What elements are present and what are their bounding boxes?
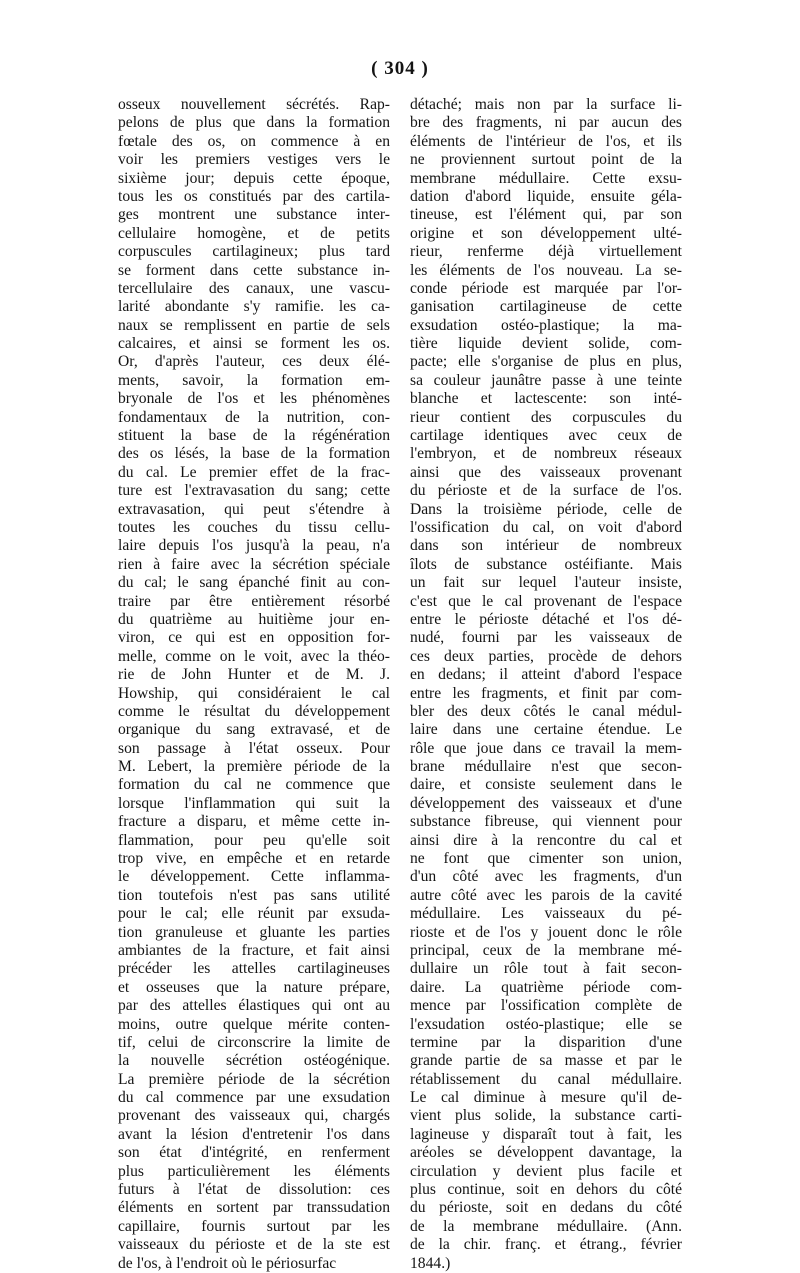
text-line: toutes les couches du tissu cellu- [118,518,390,536]
text-line: plus particulièrement les éléments [118,1162,390,1180]
text-line: précéder les attelles cartilagineuses [118,960,390,978]
text-line: blanche et lactescente: son inté- [410,390,682,408]
text-line: melle, comme on le voit, avec la théo- [118,647,390,665]
text-line: dullaire un rôle tout à fait secon- [410,960,682,978]
text-line: vient plus solide, la substance carti- [410,1107,682,1125]
text-line: bre des fragments, ni par aucun des [410,114,682,132]
text-line: corpuscules cartilagineux; plus tard [118,243,390,261]
text-line: trop vive, en empêche et en retarde [118,850,390,868]
text-line: origine et son développement ulté- [410,224,682,242]
text-line: ainsi que des vaisseaux provenant [410,463,682,481]
text-line: développement des vaisseaux et d'une [410,794,682,812]
text-line: pour le cal; elle réunit par exsuda- [118,905,390,923]
text-line: détaché; mais non par la surface li- [410,96,682,113]
text-line: vaisseaux du périoste et de la ste est [118,1236,390,1254]
text-line: médullaire. Les vaisseaux du pé- [410,905,682,923]
text-line: viron, ce qui est en opposition for- [118,629,390,647]
text-line: comme le résultat du développement [118,702,390,720]
text-line: larité abondante s'y ramifie. les ca- [118,298,390,316]
text-line: Dans la troisième période, celle de [410,500,682,518]
text-line: organique du sang extravasé, et de [118,721,390,739]
text-line: brane médullaire n'est que secon- [410,758,682,776]
text-line: tion toutefois n'est pas sans utilité [118,886,390,904]
text-line: rieur contient des corpuscules du [410,408,682,426]
right-column [410,96,682,1273]
text-line: pacte; elle s'organise de plus en plus, [410,353,682,371]
text-line: îlots de substance ostéifiante. Mais [410,555,682,573]
text-line: ne proviennent surtout point de la [410,151,682,169]
text-line: cartilage identiques avec ceux de [410,427,682,445]
text-line: principal, ceux de la membrane mé- [410,941,682,959]
text-line: fondamentaux de la nutrition, con- [118,408,390,426]
text-line: les éléments de l'os nouveau. La se- [410,261,682,279]
text-line: son passage à l'état osseux. Pour [118,739,390,757]
text-line: conde période est marquée par l'or- [410,279,682,297]
text-line: rioste et de l'os y jouent donc le rôle [410,923,682,941]
text-line: ganisation cartilagineuse de cette [410,298,682,316]
text-line: Howship, qui considéraient le cal [118,684,390,702]
text-line: en dedans; il atteint d'abord l'espace [410,666,682,684]
text-line: extravasation, qui peut s'étendre à [118,500,390,518]
text-line: ture est l'extravasation du sang; cette [118,482,390,500]
text-line: l'exsudation ostéo-plastique; elle se [410,1015,682,1033]
text-line: lorsque l'inflammation qui suit la [118,794,390,812]
text-line: ges montrent une substance inter- [118,206,390,224]
text-line: la nouvelle sécrétion ostéogénique. [118,1052,390,1070]
text-line: Or, d'après l'auteur, ces deux élé- [118,353,390,371]
text-line: fœtale des os, on commence à en [118,132,390,150]
text-line: laire dans une certaine étendue. Le [410,721,682,739]
text-line: rie de John Hunter et de M. J. [118,666,390,684]
text-line: cellulaire homogène, et de petits [118,224,390,242]
text-line: osseux nouvellement sécrétés. Rap- [118,96,390,113]
text-line: entre le périoste détaché et l'os dé- [410,610,682,628]
text-line: voir les premiers vestiges vers le [118,151,390,169]
text-line: nudé, fourni par les vaisseaux de [410,629,682,647]
text-line: de la membrane médullaire. (Ann. [410,1217,682,1235]
text-line: du périoste et de la surface de l'os. [410,482,682,500]
text-line: ambiantes de la fracture, et fait ainsi [118,941,390,959]
text-line: tineuse, est l'élément qui, par son [410,206,682,224]
text-line: entre les fragments, et finit par com- [410,684,682,702]
text-line: M. Lebert, la première période de la [118,758,390,776]
text-line: de l'os, à l'endroit où le périosurfac [118,1254,337,1272]
text-line: son état d'intégrité, en renferment [118,1144,390,1162]
text-line: daire, et consiste seulement dans le [410,776,682,794]
text-line: de la chir. franç. et étrang., février [410,1236,682,1254]
text-line: mence par l'ossification complète de [410,997,682,1015]
text-line: rien à faire avec la sécrétion spéciale [118,555,390,573]
text-line: futurs à l'état de dissolution: ces [118,1181,390,1199]
text-line: du cal. Le premier effet de la frac- [118,463,390,481]
text-line: l'embryon, et de nombreux réseaux [410,445,682,463]
text-line: un fait sur lequel l'auteur insiste, [410,574,682,592]
text-line: stituent la base de la régénération [118,427,390,445]
text-line: daire. La quatrième période com- [410,978,682,996]
text-line: rôle que joue dans ce travail la mem- [410,739,682,757]
text-line: tercellulaire des canaux, une vascu- [118,279,390,297]
text-line: tière liquide devient solide, com- [410,335,682,353]
text-line: grande partie de sa masse et par le [410,1052,682,1070]
text-line: dans son intérieur de nombreux [410,537,682,555]
text-line: naux se remplissent en partie de sels [118,316,390,334]
text-line: formation du cal ne commence que [118,776,390,794]
left-column [118,96,390,1273]
text-line: du périoste, soit en dedans du côté [410,1199,682,1217]
text-line: exsudation ostéo-plastique; la ma- [410,316,682,334]
page-number: ( 304 ) [371,58,429,79]
text-line: calcaires, et ainsi se forment les os. [118,335,390,353]
text-line: La première période de la sécrétion [118,1070,390,1088]
text-line: éléments de l'intérieur de l'os, et ils [410,132,682,150]
text-line: provenant des vaisseaux qui, chargés [118,1107,390,1125]
text-line: d'un côté avec les fragments, d'un [410,868,682,886]
text-line: substance fibreuse, qui viennent pour [410,813,682,831]
text-line: ces deux parties, procède de dehors [410,647,682,665]
text-line: avant la lésion d'entretenir l'os dans [118,1125,390,1143]
text-line: l'ossification du cal, on voit d'abord [410,518,682,536]
text-line: tif, celui de circonscrire la limite de [118,1033,390,1051]
text-line: ainsi dire à la rencontre du cal et [410,831,682,849]
text-line: tous les os constitués par des cartila- [118,187,390,205]
text-line: des os lésés, la base de la formation [118,445,390,463]
text-line: lagineuse y disparaît tout à fait, les [410,1125,682,1143]
text-line: dation d'abord liquide, ensuite géla- [410,187,682,205]
text-line: flammation, pour peu qu'elle soit [118,831,390,849]
text-line: capillaire, fournis surtout par les [118,1217,390,1235]
text-line: circulation y devient plus facile et [410,1162,682,1180]
text-line: le développement. Cette inflamma- [118,868,390,886]
text-line: et osseuses que la nature prépare, [118,978,390,996]
text-line: sixième jour; depuis cette époque, [118,169,390,187]
text-line: aréoles se développent davantage, la [410,1144,682,1162]
text-line: ments, savoir, la formation em- [118,371,390,389]
text-line: Le cal diminue à mesure qu'il de- [410,1089,682,1107]
text-line: termine par la disparition d'une [410,1033,682,1051]
text-line: moins, outre quelque mérite conten- [118,1015,390,1033]
text-line: ne font que cimenter son union, [410,850,682,868]
text-line: sa couleur jaunâtre passe à une teinte [410,371,682,389]
text-line: 1844.) [410,1254,451,1272]
text-line: du quatrième au huitième jour en- [118,610,390,628]
text-line: laire depuis l'os jusqu'à la peau, n'a [118,537,390,555]
text-line: fracture a disparu, et même cette in- [118,813,390,831]
text-line: tion granuleuse et gluante les parties [118,923,390,941]
text-line: du cal; le sang épanché finit au con- [118,574,390,592]
text-line: rétablissement du canal médullaire. [410,1070,682,1088]
text-line: rieur, renferme déjà virtuellement [410,243,682,261]
text-line: c'est que le cal provenant de l'espace [410,592,682,610]
text-line: membrane médullaire. Cette exsu- [410,169,682,187]
text-line: bryonale de l'os et les phénomènes [118,390,390,408]
text-line: se forment dans cette substance in- [118,261,390,279]
text-line: autre côté avec les parois de la cavité [410,886,682,904]
text-line: traire par être entièrement résorbé [118,592,390,610]
text-line: par des attelles élastiques qui ont au [118,997,390,1015]
text-line: pelons de plus que dans la formation [118,114,390,132]
text-line: plus continue, soit en dehors du côté [410,1181,682,1199]
text-line: bler des deux côtés le canal médul- [410,702,682,720]
text-line: éléments en sortent par transsudation [118,1199,390,1217]
text-line: du cal commence par une exsudation [118,1089,390,1107]
